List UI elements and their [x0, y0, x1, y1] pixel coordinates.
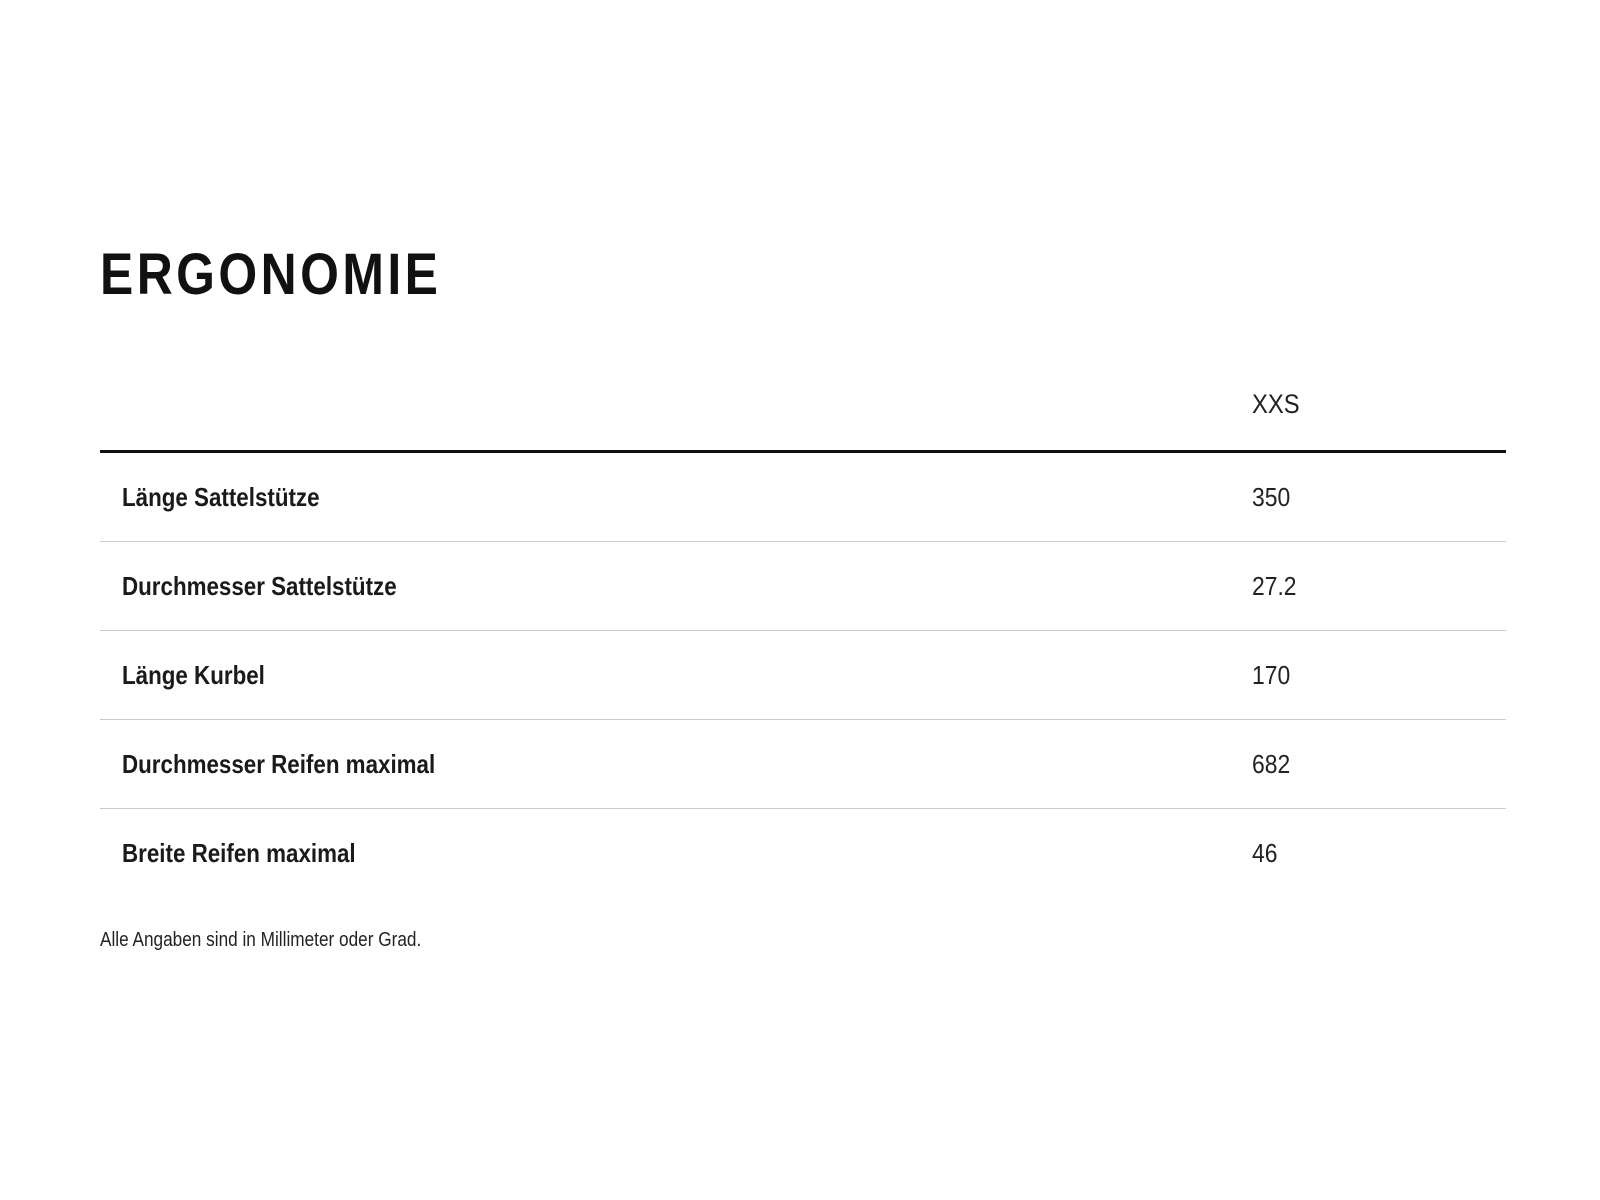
- page-title: ERGONOMIE: [100, 242, 442, 307]
- row-label: Breite Reifen maximal: [122, 838, 356, 868]
- units-footnote: Alle Angaben sind in Millimeter oder Grad.: [100, 929, 422, 951]
- ergonomics-table: [100, 350, 1506, 897]
- row-value: 170: [1252, 660, 1291, 690]
- size-column-header: XXS: [1252, 389, 1300, 419]
- table-header: [100, 350, 1506, 453]
- table-row: [100, 453, 1506, 542]
- row-label: Länge Sattelstütze: [122, 482, 320, 512]
- row-value: 27.2: [1252, 571, 1297, 601]
- table-row: [100, 809, 1506, 897]
- row-value: 350: [1252, 482, 1291, 512]
- row-value: 682: [1252, 749, 1291, 779]
- table-row: [100, 542, 1506, 631]
- table-row: [100, 631, 1506, 720]
- row-value: 46: [1252, 838, 1278, 868]
- row-label: Länge Kurbel: [122, 660, 265, 690]
- row-label: Durchmesser Sattelstütze: [122, 571, 397, 601]
- row-label: Durchmesser Reifen maximal: [122, 749, 436, 779]
- table-row: [100, 720, 1506, 809]
